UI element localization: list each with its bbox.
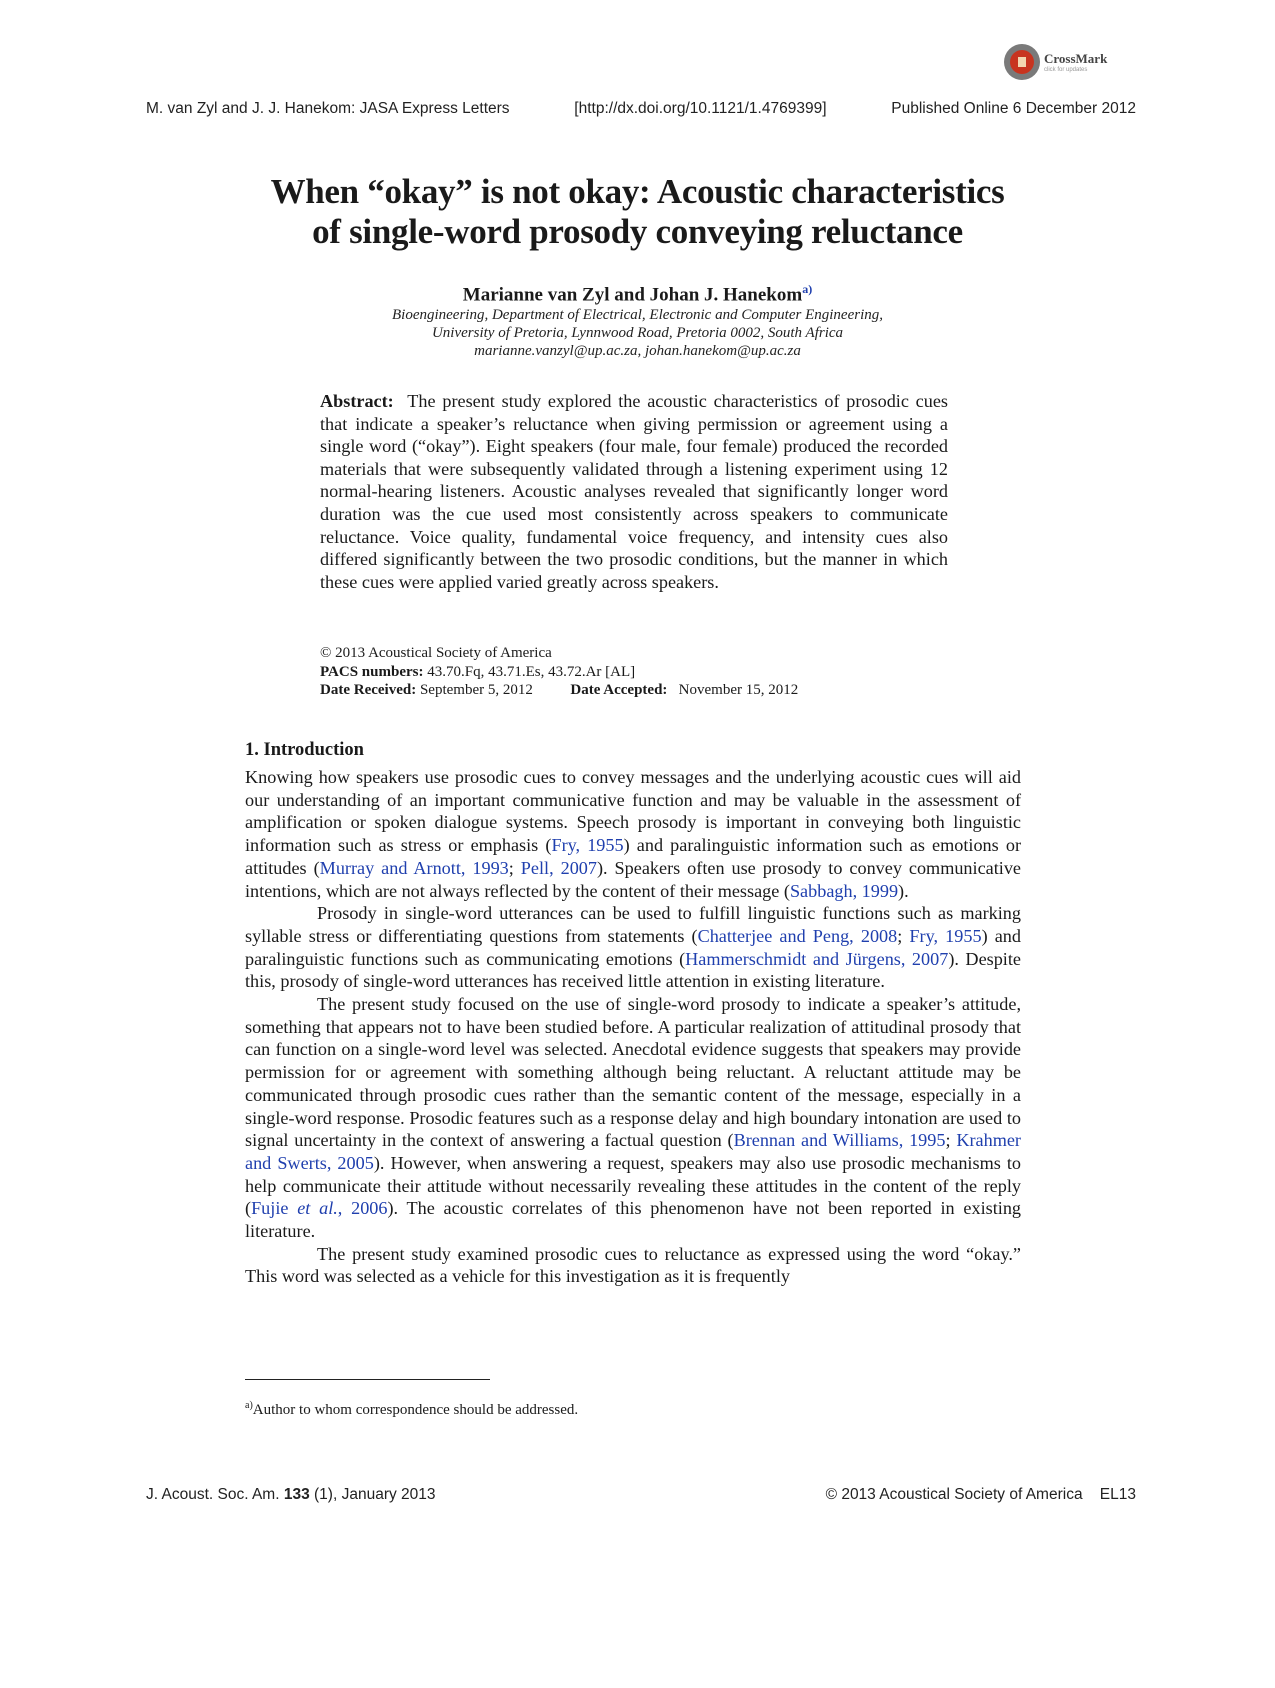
- citation-link[interactable]: Murray and Arnott, 1993: [319, 857, 509, 878]
- date-accepted: November 15, 2012: [678, 682, 799, 698]
- citation-link[interactable]: Fry, 1955: [551, 835, 624, 856]
- citation-link[interactable]: Hammerschmidt and Jürgens, 2007: [685, 948, 949, 969]
- paragraph: The present study focused on the use of single-word prosody to indicate a speaker’s attitude, something that appears not to have been studied before. A particular realization of attitudinal prosody that can function on a single-word level was selected. Anecdotal evidence suggests that speakers may provide permission for or agreement with something although being reluctant. A reluctant attitude may be communicated through prosodic cues rather than the semantic content of the message, especially in a single-word response. Prosodic features such as a response delay and high boundary intonation are used to signal uncertainty in the context of answering a factual question (Brennan and Williams, 1995; Krahmer and Swerts, 2005). However, when answering a request, speakers may also use prosodic mechanisms to help communicate their attitude without necessarily revealing these attitudes in the content of the reply (Fujie et al., 2006). The acoustic correlates of this phenomenon have not been reported in existing literature.: [245, 994, 1022, 1242]
- citation-link[interactable]: Pell, 2007: [520, 857, 597, 878]
- crossmark-sublabel: click for updates: [1044, 66, 1088, 73]
- citation-link[interactable]: Chatterjee and Peng, 2008: [697, 925, 898, 946]
- abstract-label: Abstract:: [320, 391, 394, 411]
- crossmark-badge[interactable]: [1004, 44, 1107, 80]
- paragraph: Prosody in single-word utterances can be used to fulfill linguistic functions such as marking syllable stress or differentiating questions from statements (Chatterjee and Peng, 2008; Fry, 1955) and paralinguistic functions such as communicating emotions (Hammerschmidt and Jürgens, 2007). Despite this, prosody of single-word utterances has received little attention in existing literature.: [245, 903, 1021, 992]
- article-metadata: [320, 644, 960, 700]
- paragraph: The present study examined prosodic cues to reluctance as expressed using the word “okay.” This word was selected as a vehicle for this investigation as it is frequently: [245, 1243, 1021, 1287]
- header-authors-journal: M. van Zyl and J. J. Hanekom: JASA Express Letters: [146, 100, 510, 117]
- footnote-divider: [245, 1379, 490, 1380]
- footnote: [245, 1400, 578, 1419]
- header-published-date: Published Online 6 December 2012: [891, 100, 1136, 117]
- author-list: [200, 282, 1075, 306]
- paragraph: Knowing how speakers use prosodic cues to convey messages and the underlying acoustic cues will aid our understanding of an important communicative function and may be valuable in the assessment of amplification or spoken dialogue systems. Speech prosody is important in conveying both linguistic information such as stress or emphasis (Fry, 1955) and paralinguistic information such as emotions or attitudes (Murray and Arnott, 1993; Pell, 2007). Speakers often use prosody to convey communicative intentions, which are not always reflected by the content of their message (Sabbagh, 1999).: [245, 767, 1021, 901]
- affiliation-block: [200, 306, 1075, 360]
- author-emails: marianne.vanzyl@up.ac.za, johan.hanekom@up.ac.za: [474, 343, 801, 359]
- citation-link[interactable]: Sabbagh, 1999: [789, 880, 899, 901]
- crossmark-icon: [1004, 44, 1040, 80]
- citation-link[interactable]: Fujie et al., 2006: [251, 1198, 388, 1219]
- footer-volume: 133: [283, 1486, 310, 1503]
- paper-title: [180, 172, 1095, 252]
- crossmark-label: CrossMark: [1044, 50, 1108, 66]
- page-footer: [146, 1486, 1136, 1504]
- date-received-label: Date Received:: [320, 682, 417, 698]
- footnote-mark: a): [245, 1400, 253, 1411]
- pacs-numbers: 43.70.Fq, 43.71.Es, 43.72.Ar [AL]: [427, 663, 636, 680]
- affiliation-line: Bioengineering, Department of Electrical, Electronic and Computer Engineering,: [391, 307, 883, 323]
- affiliation-line: University of Pretoria, Lynnwood Road, Pretoria 0002, South Africa: [431, 325, 844, 341]
- header-doi-link[interactable]: [http://dx.doi.org/10.1121/1.4769399]: [574, 100, 827, 117]
- page-number: EL13: [1099, 1486, 1136, 1503]
- paper-title-line-1: When “okay” is not okay: Acoustic characteristics: [270, 172, 1005, 211]
- date-accepted-label: Date Accepted:: [570, 682, 668, 698]
- introduction-body: [245, 766, 1021, 1288]
- date-received: September 5, 2012: [419, 682, 533, 698]
- footer-right: [826, 1486, 1136, 1504]
- author-names: Marianne van Zyl and Johan J. Hanekom: [462, 284, 803, 306]
- citation-link[interactable]: Fry, 1955: [909, 925, 982, 946]
- pacs-label: PACS numbers:: [320, 663, 424, 680]
- citation-link[interactable]: Krahmer and Swerts, 2005: [245, 1130, 1021, 1173]
- running-header: [146, 100, 1136, 118]
- pacs-line: [320, 663, 960, 682]
- citation-link[interactable]: Brennan and Williams, 1995: [733, 1130, 946, 1151]
- abstract: [320, 390, 948, 593]
- footer-citation: J. Acoust. Soc. Am. 133 (1), January 2013: [146, 1486, 436, 1503]
- dates-line: [320, 681, 960, 700]
- author-footnote-mark[interactable]: a): [802, 282, 813, 296]
- footnote-text: Author to whom correspondence should be addressed.: [252, 1402, 579, 1418]
- copyright-line: © 2013 Acoustical Society of America: [320, 645, 552, 661]
- abstract-text: The present study explored the acoustic characteristics of prosodic cues that indicate a speaker’s reluctance when giving permission or agreement using a single word (“okay”). Eight speakers (four male, four female) produced the recorded materials that were subsequently validated through a listening experiment using 12 normal-hearing listeners. Acoustic analyses revealed that significantly longer word duration was the cue used most consistently across speakers to communicate reluctance. Voice quality, fundamental voice frequency, and intensity cues also differed significantly between the two prosodic conditions, but the manner in which these cues were applied varied greatly across speakers.: [320, 391, 948, 592]
- paper-title-line-2: of single-word prosody conveying reluctance: [312, 212, 963, 251]
- footer-copyright: © 2013 Acoustical Society of America: [825, 1486, 1083, 1503]
- section-heading: 1. Introduction: [245, 740, 364, 760]
